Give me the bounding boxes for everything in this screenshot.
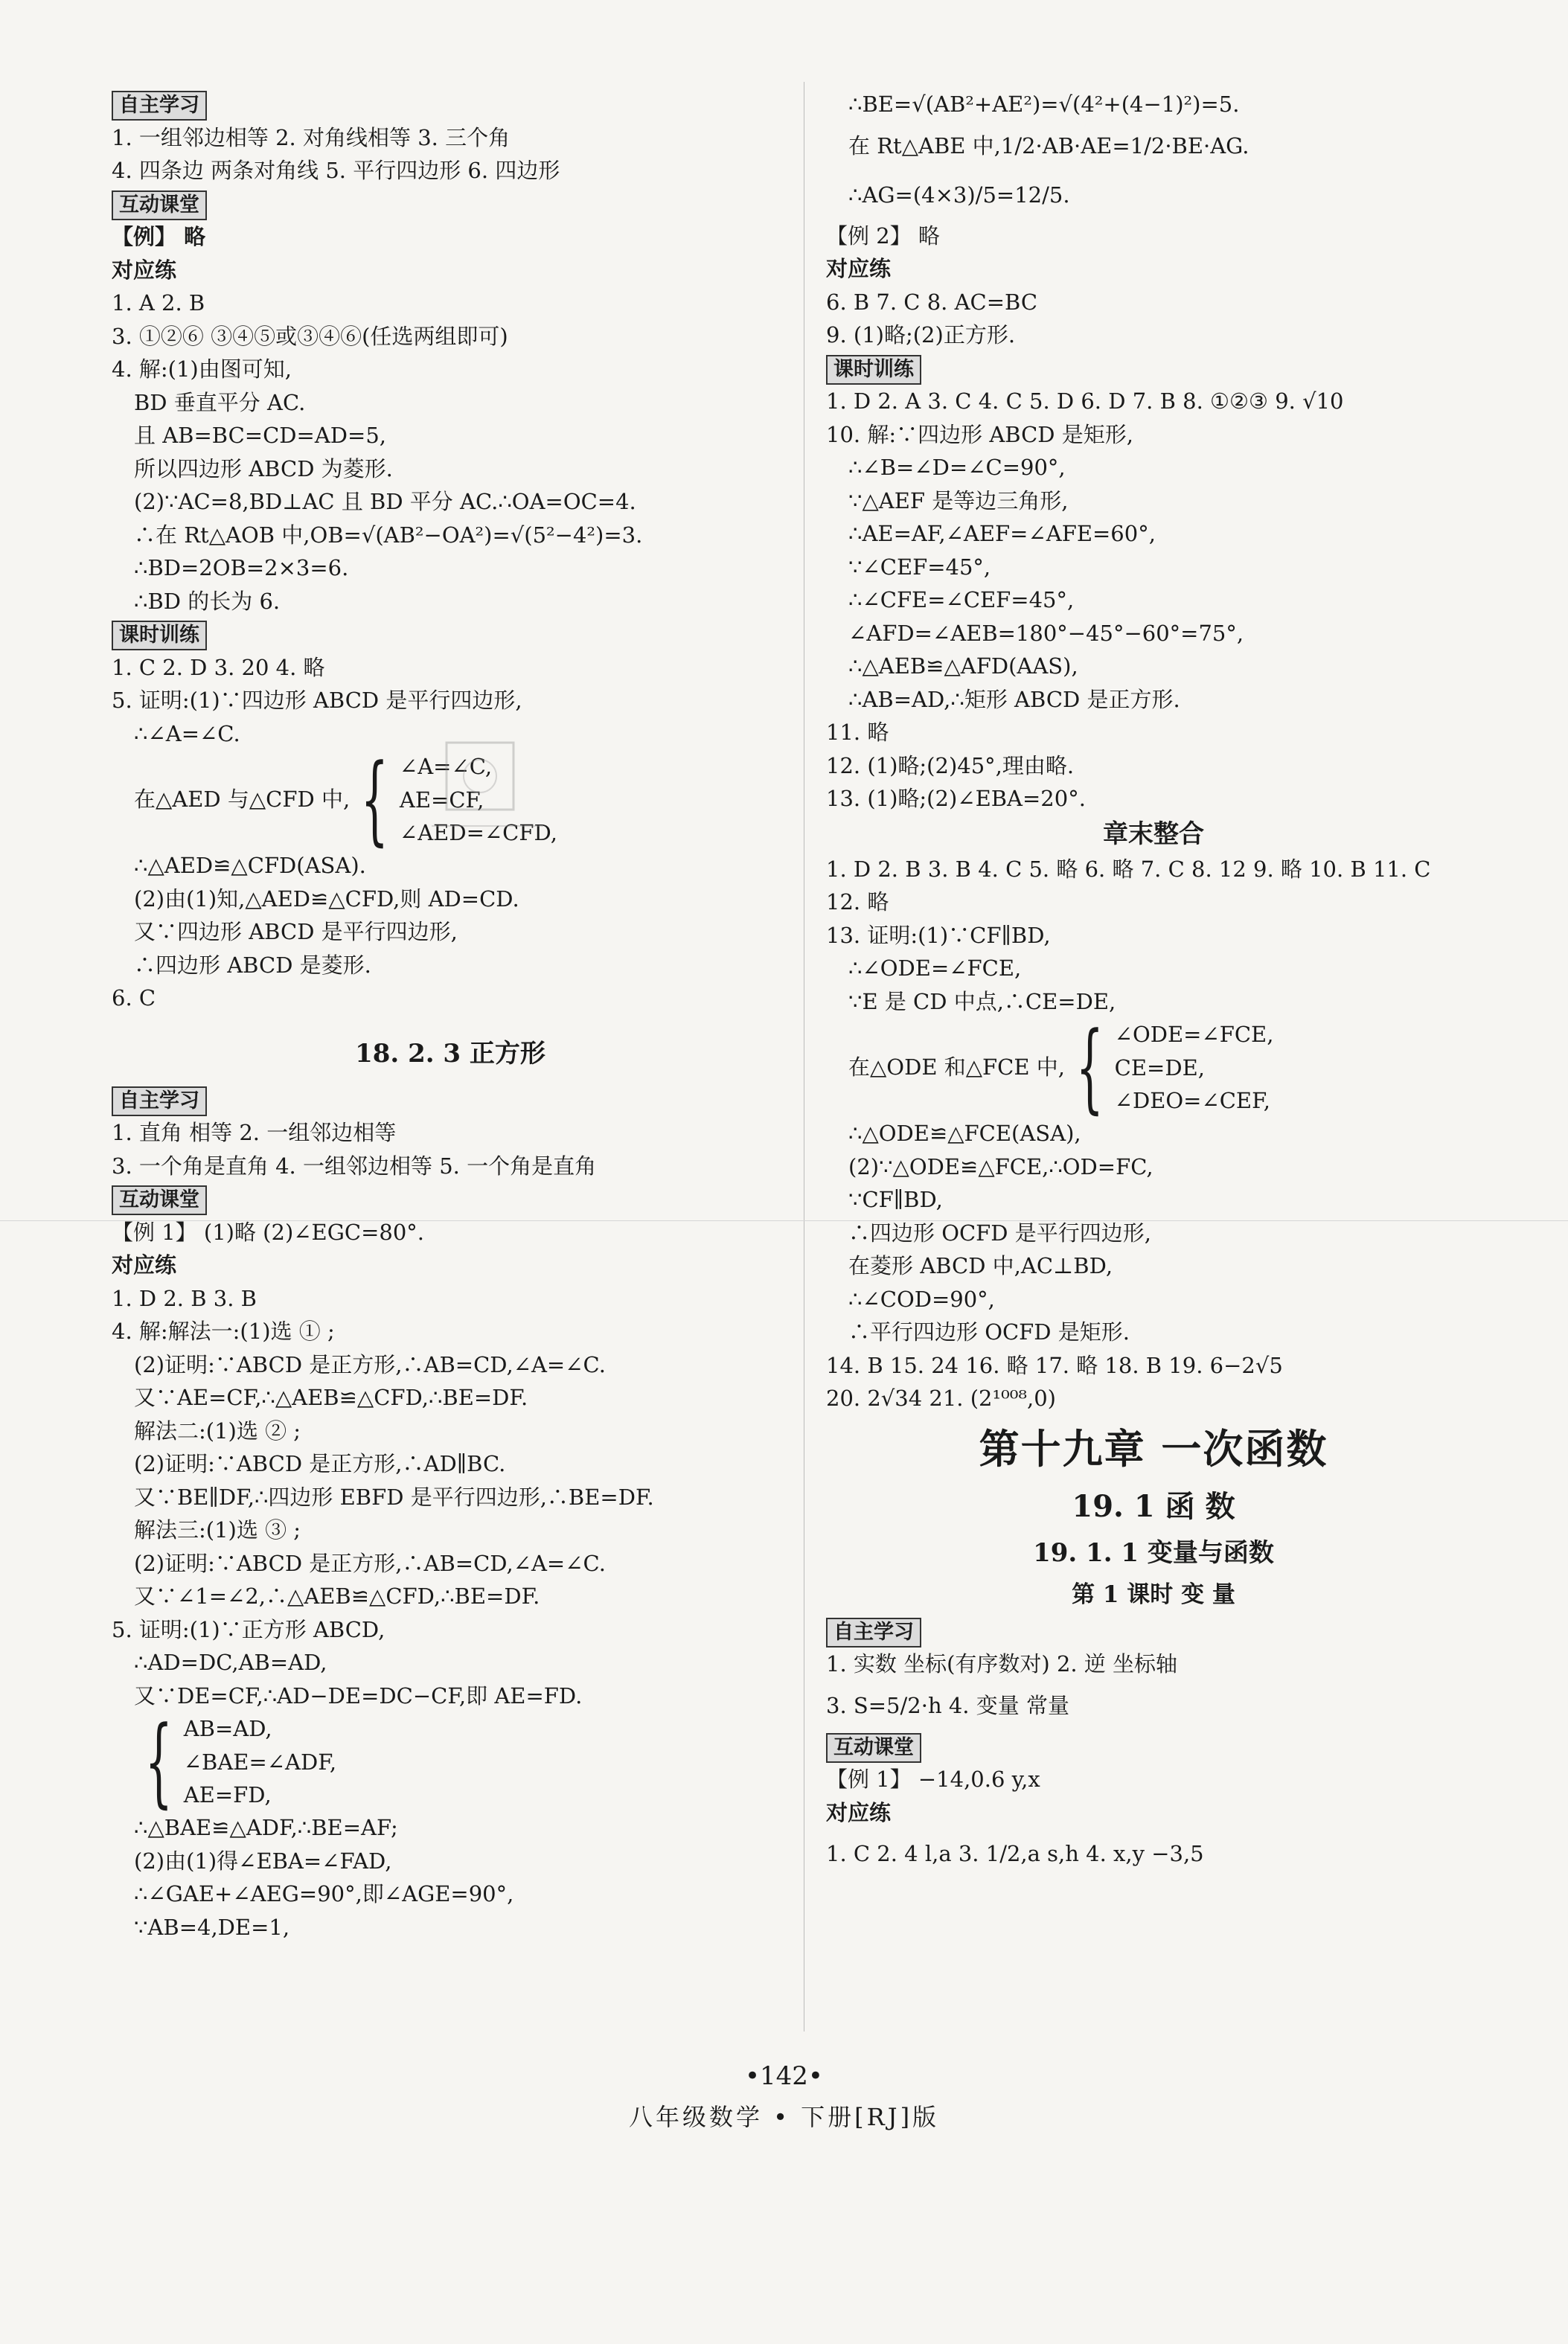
answer-line: 12. 略 bbox=[826, 889, 889, 915]
subheading: 对应练 bbox=[112, 257, 177, 283]
answer-line: ∠AFD=∠AEB=180°−45°−60°=75°, bbox=[848, 620, 1244, 646]
answer-line: 1. D 2. B 3. B bbox=[112, 1285, 257, 1311]
lesson-title: 第 1 课时 变 量 bbox=[1072, 1581, 1235, 1608]
answer-line: 11. 略 bbox=[826, 720, 889, 745]
answer-line: 9. (1)略;(2)正方形. bbox=[826, 322, 1016, 348]
answer-line: 又∵BE∥DF,∴四边形 EBFD 是平行四边形,∴BE=DF. bbox=[134, 1484, 654, 1510]
answer-line: 1. A 2. B bbox=[112, 290, 205, 316]
section-tag: 互动课堂 bbox=[112, 190, 207, 220]
answer-line: ∴∠A=∠C. bbox=[134, 720, 240, 746]
subsection-title: 19. 1. 1 变量与函数 bbox=[1033, 1537, 1274, 1568]
chapter-summary-title: 章末整合 bbox=[1103, 819, 1204, 849]
equation-system: 在△AED 与△CFD 中, { ∠A=∠C, AE=CF, ∠AED=∠CFD, bbox=[134, 743, 557, 856]
answer-line: 12. (1)略;(2)45°,理由略. bbox=[826, 752, 1075, 778]
answer-line: ∴AG=(4×3)/5=12/5. bbox=[848, 182, 1070, 208]
answer-line: (2)由(1)知,△AED≌△CFD,则 AD=CD. bbox=[134, 886, 519, 912]
faint-stamp-icon bbox=[417, 737, 551, 841]
brace-icon: { bbox=[360, 743, 389, 856]
answer-line: ∵E 是 CD 中点,∴CE=DE, bbox=[848, 988, 1116, 1014]
answer-line: (2)证明:∵ABCD 是正方形,∴AB=CD,∠A=∠C. bbox=[134, 1550, 606, 1576]
answer-line: 又∵AE=CF,∴△AEB≌△CFD,∴BE=DF. bbox=[134, 1385, 528, 1410]
answer-line: 解法三:(1)选 ③ ; bbox=[134, 1517, 301, 1543]
section-tag: 课时训练 bbox=[826, 355, 921, 385]
answer-line: ∴AE=AF,∠AEF=∠AFE=60°, bbox=[848, 521, 1156, 546]
answer-line: 5. 证明:(1)∵正方形 ABCD, bbox=[112, 1616, 385, 1642]
equation-system: 在△ODE 和△FCE 中, { ∠ODE=∠FCE, CE=DE, ∠DEO=∠CEF, bbox=[848, 1011, 1274, 1124]
answer-line: ∴AB=AD,∴矩形 ABCD 是正方形. bbox=[848, 686, 1180, 712]
example-line: 【例】 略 bbox=[112, 224, 206, 249]
answer-line: (2)证明:∵ABCD 是正方形,∴AB=CD,∠A=∠C. bbox=[134, 1351, 606, 1377]
answer-line: ∴∠B=∠D=∠C=90°, bbox=[848, 455, 1066, 480]
equation-system: { AB=AD, ∠BAE=∠ADF, AE=FD, bbox=[144, 1705, 337, 1818]
brace-icon: { bbox=[144, 1705, 173, 1818]
answer-line: ∵△AEF 是等边三角形, bbox=[848, 487, 1069, 513]
answer-line: 10. 解:∵四边形 ABCD 是矩形, bbox=[826, 421, 1133, 447]
answer-line: BD 垂直平分 AC. bbox=[134, 389, 306, 415]
example-line: 【例 1】 −14,0.6 y,x bbox=[826, 1767, 1040, 1792]
section-title: 19. 1 函 数 bbox=[1072, 1488, 1235, 1524]
example-line: 【例 2】 略 bbox=[826, 222, 940, 249]
section-tag: 互动课堂 bbox=[112, 1185, 207, 1215]
subheading: 对应练 bbox=[826, 256, 892, 281]
answer-line: 且 AB=BC=CD=AD=5, bbox=[134, 423, 387, 448]
answer-line: ∴BE=√(AB²+AE²)=√(4²+(4−1)²)=5. bbox=[848, 92, 1240, 117]
section-title: 18. 2. 3 正方形 bbox=[355, 1038, 545, 1069]
answer-line: 20. 2√34 21. (2¹⁰⁰⁸,0) bbox=[826, 1386, 1056, 1411]
answer-line: 3. S=5/2·h 4. 变量 常量 bbox=[826, 1692, 1069, 1718]
answer-line: (2)由(1)得∠EBA=∠FAD, bbox=[134, 1848, 392, 1874]
answer-line: ∴平行四边形 OCFD 是矩形. bbox=[848, 1319, 1130, 1345]
section-tag: 课时训练 bbox=[112, 621, 207, 650]
answer-line: ∴△AEB≌△AFD(AAS), bbox=[848, 653, 1078, 679]
answer-line: ∴∠ODE=∠FCE, bbox=[848, 955, 1022, 981]
answer-line: 4. 解:解法一:(1)选 ① ; bbox=[112, 1319, 335, 1344]
example-line: 【例 1】 (1)略 (2)∠EGC=80°. bbox=[112, 1219, 425, 1245]
subheading: 对应练 bbox=[826, 1799, 892, 1825]
answer-line: ∴∠GAE+∠AEG=90°,即∠AGE=90°, bbox=[134, 1881, 514, 1906]
answer-line: 6. C bbox=[112, 985, 156, 1011]
answer-line: 1. 一组邻边相等 2. 对角线相等 3. 三个角 bbox=[112, 124, 511, 150]
answer-line: ∴BD=2OB=2×3=6. bbox=[134, 555, 349, 580]
answer-line: (2)证明:∵ABCD 是正方形,∴AD∥BC. bbox=[134, 1451, 506, 1476]
right-column bbox=[826, 88, 1481, 1878]
answer-line: ∴∠CFE=∠CEF=45°, bbox=[848, 587, 1075, 612]
chapter-title: 第十九章 一次函数 bbox=[979, 1424, 1328, 1473]
answer-line: 解法二:(1)选 ② ; bbox=[134, 1418, 301, 1444]
answer-line: 又∵四边形 ABCD 是平行四边形, bbox=[134, 919, 458, 944]
answer-line: 14. B 15. 24 16. 略 17. 略 18. B 19. 6−2√5 bbox=[826, 1352, 1283, 1378]
answer-line: 13. 证明:(1)∵CF∥BD, bbox=[826, 922, 1051, 948]
answer-line: 4. 解:(1)由图可知, bbox=[112, 356, 292, 382]
answer-line: 1. C 2. 4 l,a 3. 1/2,a s,h 4. x,y −3,5 bbox=[826, 1841, 1204, 1866]
answer-line: 又∵DE=CF,∴AD−DE=DC−CF,即 AE=FD. bbox=[134, 1682, 583, 1709]
answer-line: ∴BD 的长为 6. bbox=[134, 588, 281, 614]
answer-line: ∵CF∥BD, bbox=[848, 1187, 943, 1212]
brace-icon: { bbox=[1075, 1011, 1104, 1124]
answer-line: ∴△BAE≌△ADF,∴BE=AF; bbox=[134, 1815, 398, 1840]
answer-line: (2)∵AC=8,BD⊥AC 且 BD 平分 AC.∴OA=OC=4. bbox=[134, 489, 636, 514]
answer-line: ∴△AED≌△CFD(ASA). bbox=[134, 853, 366, 878]
answer-line: 13. (1)略;(2)∠EBA=20°. bbox=[826, 786, 1086, 811]
answer-line: ∴在 Rt△AOB 中,OB=√(AB²−OA²)=√(5²−4²)=3. bbox=[134, 522, 643, 548]
answer-line: 3. 一个角是直角 4. 一组邻边相等 5. 一个角是直角 bbox=[112, 1153, 597, 1179]
page-number: •142• bbox=[744, 2061, 823, 2091]
section-tag: 自主学习 bbox=[112, 1086, 207, 1116]
answer-line: ∴AD=DC,AB=AD, bbox=[134, 1650, 327, 1675]
book-title: 八年级数学 • 下册[RJ]版 bbox=[628, 2103, 940, 2131]
answer-line: (2)∵△ODE≌△FCE,∴OD=FC, bbox=[848, 1153, 1153, 1179]
answer-line: 1. D 2. A 3. C 4. C 5. D 6. D 7. B 8. ①②③ 9. √10 bbox=[826, 388, 1344, 414]
section-tag: 自主学习 bbox=[112, 91, 207, 121]
answer-line: 在 Rt△ABE 中,1/2·AB·AE=1/2·BE·AG. bbox=[848, 132, 1249, 158]
answer-line: 1. 实数 坐标(有序数对) 2. 逆 坐标轴 bbox=[826, 1651, 1178, 1677]
answer-line: 1. 直角 相等 2. 一组邻边相等 bbox=[112, 1120, 397, 1145]
section-tag: 互动课堂 bbox=[826, 1733, 921, 1763]
answer-line: 3. ①②⑥ ③④⑤或③④⑥(任选两组即可) bbox=[112, 323, 508, 349]
answer-line: ∴△ODE≌△FCE(ASA), bbox=[848, 1121, 1081, 1146]
answer-line: ∴四边形 ABCD 是菱形. bbox=[134, 952, 371, 978]
answer-line: 1. C 2. D 3. 20 4. 略 bbox=[112, 654, 325, 680]
answer-line: 1. D 2. B 3. B 4. C 5. 略 6. 略 7. C 8. 12 9. 略 10. B 11. C bbox=[826, 856, 1431, 882]
answer-line: ∴四边形 OCFD 是平行四边形, bbox=[848, 1220, 1151, 1246]
answer-line: 所以四边形 ABCD 为菱形. bbox=[134, 455, 393, 481]
answer-line: ∵AB=4,DE=1, bbox=[134, 1914, 290, 1940]
answer-line: ∴∠COD=90°, bbox=[848, 1286, 995, 1312]
answer-line: 又∵∠1=∠2,∴△AEB≌△CFD,∴BE=DF. bbox=[134, 1584, 540, 1609]
answer-line: 5. 证明:(1)∵四边形 ABCD 是平行四边形, bbox=[112, 688, 522, 713]
answer-line: 在菱形 ABCD 中,AC⊥BD, bbox=[848, 1253, 1113, 1278]
answer-line: 6. B 7. C 8. AC=BC bbox=[826, 289, 1038, 315]
section-tag: 自主学习 bbox=[826, 1618, 921, 1647]
left-column bbox=[112, 88, 789, 1944]
subheading: 对应练 bbox=[112, 1252, 177, 1278]
answer-line: ∵∠CEF=45°, bbox=[848, 554, 991, 580]
answer-line: 4. 四条边 两条对角线 5. 平行四边形 6. 四边形 bbox=[112, 158, 560, 183]
